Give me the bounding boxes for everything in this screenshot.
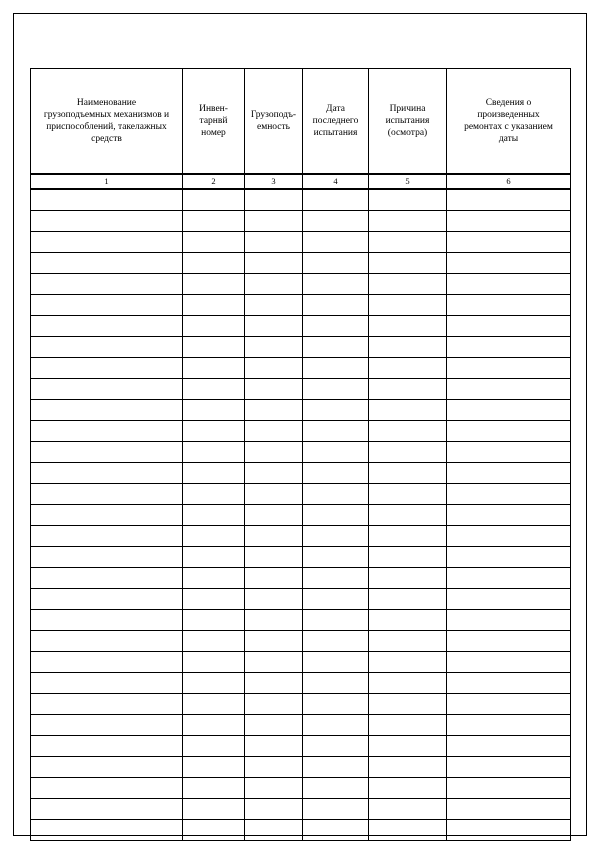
table-cell[interactable] bbox=[31, 610, 183, 631]
table-cell[interactable] bbox=[183, 799, 245, 820]
table-cell[interactable] bbox=[303, 715, 369, 736]
table-cell[interactable] bbox=[447, 400, 571, 421]
column-number: 1 bbox=[31, 174, 183, 189]
table-cell[interactable] bbox=[369, 673, 447, 694]
table-row bbox=[31, 547, 571, 568]
table-cell[interactable] bbox=[31, 568, 183, 589]
table-cell[interactable] bbox=[31, 673, 183, 694]
table-cell[interactable] bbox=[31, 232, 183, 253]
table-cell[interactable] bbox=[303, 337, 369, 358]
table-cell[interactable] bbox=[245, 820, 303, 841]
table-cell[interactable] bbox=[369, 589, 447, 610]
table-row bbox=[31, 589, 571, 610]
table-cell[interactable] bbox=[447, 379, 571, 400]
table-cell[interactable] bbox=[369, 505, 447, 526]
table-cell[interactable] bbox=[369, 463, 447, 484]
table-row bbox=[31, 232, 571, 253]
table-cell[interactable] bbox=[31, 274, 183, 295]
table-cell[interactable] bbox=[183, 316, 245, 337]
table-cell[interactable] bbox=[369, 400, 447, 421]
header-line: испытания bbox=[385, 115, 430, 126]
table-cell[interactable] bbox=[245, 736, 303, 757]
table-cell[interactable] bbox=[31, 253, 183, 274]
table-cell[interactable] bbox=[31, 631, 183, 652]
table-cell[interactable] bbox=[369, 232, 447, 253]
table-cell[interactable] bbox=[303, 568, 369, 589]
table-cell[interactable] bbox=[245, 505, 303, 526]
table-cell[interactable] bbox=[303, 589, 369, 610]
table-cell[interactable] bbox=[369, 337, 447, 358]
table-cell[interactable] bbox=[31, 442, 183, 463]
table-cell[interactable] bbox=[183, 484, 245, 505]
table-row bbox=[31, 295, 571, 316]
table-cell[interactable] bbox=[303, 652, 369, 673]
table-cell[interactable] bbox=[369, 799, 447, 820]
table-cell[interactable] bbox=[369, 358, 447, 379]
table-row bbox=[31, 358, 571, 379]
column-header-name bbox=[31, 69, 183, 175]
table-cell[interactable] bbox=[447, 715, 571, 736]
table-cell[interactable] bbox=[447, 547, 571, 568]
header-line: средств bbox=[91, 134, 122, 145]
table-cell[interactable] bbox=[245, 337, 303, 358]
table-cell[interactable] bbox=[303, 505, 369, 526]
table-cell[interactable] bbox=[245, 673, 303, 694]
table-row bbox=[31, 379, 571, 400]
table-cell[interactable] bbox=[369, 694, 447, 715]
table-row bbox=[31, 484, 571, 505]
table-cell[interactable] bbox=[303, 421, 369, 442]
table-cell[interactable] bbox=[303, 463, 369, 484]
column-header-repairs-info bbox=[447, 69, 571, 175]
table-cell[interactable] bbox=[369, 610, 447, 631]
table-cell[interactable] bbox=[183, 253, 245, 274]
table-cell[interactable] bbox=[31, 295, 183, 316]
table-cell[interactable] bbox=[447, 505, 571, 526]
table-row bbox=[31, 568, 571, 589]
table-cell[interactable] bbox=[447, 189, 571, 211]
column-header-inventory-number bbox=[183, 69, 245, 175]
table-cell[interactable] bbox=[183, 694, 245, 715]
table-cell[interactable] bbox=[183, 232, 245, 253]
table-cell[interactable] bbox=[31, 694, 183, 715]
table-cell[interactable] bbox=[303, 379, 369, 400]
table-body bbox=[31, 189, 571, 841]
table-cell[interactable] bbox=[245, 631, 303, 652]
header-line: приспособлений, такелажных bbox=[46, 122, 167, 132]
column-header-capacity bbox=[245, 69, 303, 175]
table-cell[interactable] bbox=[183, 463, 245, 484]
table-cell[interactable] bbox=[183, 757, 245, 778]
table-cell[interactable] bbox=[303, 610, 369, 631]
header-line: Инвен- bbox=[199, 103, 228, 114]
table-cell[interactable] bbox=[303, 442, 369, 463]
table-row bbox=[31, 400, 571, 421]
table-cell[interactable] bbox=[245, 211, 303, 232]
table-cell[interactable] bbox=[183, 715, 245, 736]
table-cell[interactable] bbox=[31, 358, 183, 379]
table-cell[interactable] bbox=[303, 631, 369, 652]
header-line: Сведения о bbox=[485, 97, 532, 108]
table-cell[interactable] bbox=[183, 631, 245, 652]
table-cell[interactable] bbox=[245, 295, 303, 316]
table-cell[interactable] bbox=[447, 442, 571, 463]
table-cell[interactable] bbox=[369, 736, 447, 757]
table-cell[interactable] bbox=[447, 820, 571, 841]
table-cell[interactable] bbox=[31, 400, 183, 421]
table-cell[interactable] bbox=[31, 715, 183, 736]
header-line: Грузоподъ- bbox=[250, 109, 297, 120]
table-cell[interactable] bbox=[31, 337, 183, 358]
table-cell[interactable] bbox=[245, 232, 303, 253]
table-cell[interactable] bbox=[31, 379, 183, 400]
table-cell[interactable] bbox=[303, 526, 369, 547]
table-cell[interactable] bbox=[369, 778, 447, 799]
table-cell[interactable] bbox=[183, 673, 245, 694]
header-line: даты bbox=[498, 134, 519, 145]
table-cell[interactable] bbox=[183, 652, 245, 673]
table-cell[interactable] bbox=[183, 442, 245, 463]
table-row bbox=[31, 463, 571, 484]
table-cell[interactable] bbox=[447, 526, 571, 547]
header-line: последнего bbox=[312, 115, 359, 126]
table-cell[interactable] bbox=[447, 589, 571, 610]
table-row bbox=[31, 316, 571, 337]
table-cell[interactable] bbox=[245, 484, 303, 505]
table-cell[interactable] bbox=[447, 757, 571, 778]
table-cell[interactable] bbox=[369, 274, 447, 295]
table-cell[interactable] bbox=[183, 610, 245, 631]
table-cell[interactable] bbox=[369, 631, 447, 652]
table-cell[interactable] bbox=[245, 799, 303, 820]
table-cell[interactable] bbox=[31, 484, 183, 505]
table-cell[interactable] bbox=[183, 211, 245, 232]
table-row bbox=[31, 442, 571, 463]
column-number: 2 bbox=[183, 174, 245, 189]
table-cell[interactable] bbox=[183, 589, 245, 610]
table-cell[interactable] bbox=[303, 799, 369, 820]
table-cell[interactable] bbox=[245, 652, 303, 673]
table-row bbox=[31, 631, 571, 652]
table-cell[interactable] bbox=[303, 253, 369, 274]
table-cell[interactable] bbox=[245, 715, 303, 736]
table-row bbox=[31, 274, 571, 295]
table-cell[interactable] bbox=[31, 463, 183, 484]
table-cell[interactable] bbox=[369, 715, 447, 736]
table-cell[interactable] bbox=[369, 295, 447, 316]
table-cell[interactable] bbox=[303, 778, 369, 799]
table-cell[interactable] bbox=[245, 589, 303, 610]
header-line: Причина bbox=[389, 103, 426, 114]
table-cell[interactable] bbox=[31, 505, 183, 526]
table-cell[interactable] bbox=[447, 463, 571, 484]
header-line: Наименование bbox=[76, 97, 137, 108]
table-cell[interactable] bbox=[447, 652, 571, 673]
column-header-test-reason bbox=[369, 69, 447, 175]
table-cell[interactable] bbox=[369, 421, 447, 442]
table-cell[interactable] bbox=[183, 337, 245, 358]
table-cell[interactable] bbox=[31, 316, 183, 337]
table-cell[interactable] bbox=[447, 211, 571, 232]
table-cell[interactable] bbox=[245, 778, 303, 799]
table-cell[interactable] bbox=[31, 820, 183, 841]
table-cell[interactable] bbox=[447, 358, 571, 379]
table-row bbox=[31, 799, 571, 820]
header-line: (осмотра) bbox=[387, 128, 428, 139]
table-row bbox=[31, 189, 571, 211]
column-number-row bbox=[31, 174, 571, 189]
table-cell[interactable] bbox=[447, 568, 571, 589]
table-cell[interactable] bbox=[447, 484, 571, 505]
table-cell[interactable] bbox=[183, 295, 245, 316]
table-cell[interactable] bbox=[245, 379, 303, 400]
header-line: номер bbox=[201, 128, 226, 139]
table-cell[interactable] bbox=[183, 778, 245, 799]
table-cell[interactable] bbox=[303, 189, 369, 211]
header-line: емность bbox=[257, 122, 290, 132]
table-cell[interactable] bbox=[183, 189, 245, 211]
header-line: испытания bbox=[313, 128, 358, 139]
table-cell[interactable] bbox=[245, 400, 303, 421]
header-row bbox=[31, 69, 571, 175]
table-cell[interactable] bbox=[31, 526, 183, 547]
table-cell[interactable] bbox=[369, 189, 447, 211]
table-cell[interactable] bbox=[303, 736, 369, 757]
table-cell[interactable] bbox=[447, 778, 571, 799]
column-number: 4 bbox=[303, 174, 369, 189]
table-row bbox=[31, 715, 571, 736]
table-cell[interactable] bbox=[303, 757, 369, 778]
table-cell[interactable] bbox=[447, 694, 571, 715]
table-cell[interactable] bbox=[245, 442, 303, 463]
table-row bbox=[31, 673, 571, 694]
table-cell[interactable] bbox=[447, 295, 571, 316]
table-row bbox=[31, 736, 571, 757]
register-table bbox=[30, 68, 571, 841]
table-cell[interactable] bbox=[447, 799, 571, 820]
table-cell[interactable] bbox=[183, 421, 245, 442]
table-cell[interactable] bbox=[303, 274, 369, 295]
table-cell[interactable] bbox=[447, 610, 571, 631]
table-cell[interactable] bbox=[31, 757, 183, 778]
table-cell[interactable] bbox=[303, 673, 369, 694]
table-cell[interactable] bbox=[245, 568, 303, 589]
table-cell[interactable] bbox=[303, 232, 369, 253]
table-cell[interactable] bbox=[447, 631, 571, 652]
table-cell[interactable] bbox=[447, 337, 571, 358]
table-cell[interactable] bbox=[303, 358, 369, 379]
table-cell[interactable] bbox=[369, 211, 447, 232]
header-line: грузоподъемных механизмов и bbox=[43, 109, 170, 120]
table-cell[interactable] bbox=[183, 820, 245, 841]
table-cell[interactable] bbox=[31, 589, 183, 610]
table-cell[interactable] bbox=[183, 568, 245, 589]
table-row bbox=[31, 694, 571, 715]
header-line: тарнвй bbox=[199, 115, 228, 126]
table-cell[interactable] bbox=[447, 421, 571, 442]
table-row bbox=[31, 526, 571, 547]
table-cell[interactable] bbox=[369, 526, 447, 547]
table-cell[interactable] bbox=[183, 736, 245, 757]
table-cell[interactable] bbox=[245, 316, 303, 337]
column-number: 6 bbox=[447, 174, 571, 189]
column-number: 3 bbox=[245, 174, 303, 189]
table-cell[interactable] bbox=[245, 253, 303, 274]
table-cell[interactable] bbox=[303, 547, 369, 568]
table-cell[interactable] bbox=[369, 484, 447, 505]
table-cell[interactable] bbox=[31, 189, 183, 211]
table-cell[interactable] bbox=[31, 778, 183, 799]
table-cell[interactable] bbox=[369, 379, 447, 400]
table-cell[interactable] bbox=[245, 547, 303, 568]
table-cell[interactable] bbox=[183, 274, 245, 295]
table-cell[interactable] bbox=[245, 189, 303, 211]
table-cell[interactable] bbox=[245, 757, 303, 778]
table-row bbox=[31, 652, 571, 673]
header-line: произведенных bbox=[477, 109, 540, 120]
table-cell[interactable] bbox=[31, 652, 183, 673]
table-cell[interactable] bbox=[245, 463, 303, 484]
table-row bbox=[31, 610, 571, 631]
table-row bbox=[31, 421, 571, 442]
table-cell[interactable] bbox=[183, 400, 245, 421]
table-row bbox=[31, 505, 571, 526]
table-cell[interactable] bbox=[369, 547, 447, 568]
table-row bbox=[31, 337, 571, 358]
table-row bbox=[31, 820, 571, 841]
table-cell[interactable] bbox=[31, 421, 183, 442]
table-cell[interactable] bbox=[447, 316, 571, 337]
table-row bbox=[31, 211, 571, 232]
register-table-wrapper bbox=[30, 68, 570, 841]
table-cell[interactable] bbox=[447, 274, 571, 295]
table-cell[interactable] bbox=[245, 526, 303, 547]
table-cell[interactable] bbox=[303, 295, 369, 316]
table-cell[interactable] bbox=[245, 358, 303, 379]
table-cell[interactable] bbox=[303, 400, 369, 421]
table-cell[interactable] bbox=[245, 610, 303, 631]
table-cell[interactable] bbox=[183, 505, 245, 526]
table-cell[interactable] bbox=[303, 484, 369, 505]
table-cell[interactable] bbox=[369, 820, 447, 841]
table-cell[interactable] bbox=[369, 253, 447, 274]
table-cell[interactable] bbox=[31, 211, 183, 232]
table-cell[interactable] bbox=[369, 442, 447, 463]
table-cell[interactable] bbox=[303, 694, 369, 715]
table-cell[interactable] bbox=[245, 274, 303, 295]
table-cell[interactable] bbox=[245, 421, 303, 442]
table-cell[interactable] bbox=[303, 211, 369, 232]
table-row bbox=[31, 757, 571, 778]
table-cell[interactable] bbox=[31, 547, 183, 568]
table-cell[interactable] bbox=[31, 736, 183, 757]
column-number: 5 bbox=[369, 174, 447, 189]
column-header-last-test-date bbox=[303, 69, 369, 175]
table-cell[interactable] bbox=[183, 547, 245, 568]
table-cell[interactable] bbox=[447, 253, 571, 274]
table-cell[interactable] bbox=[245, 694, 303, 715]
table-cell[interactable] bbox=[447, 736, 571, 757]
table-cell[interactable] bbox=[303, 316, 369, 337]
header-line: ремонтах с указанием bbox=[464, 122, 553, 132]
table-cell[interactable] bbox=[369, 757, 447, 778]
table-cell[interactable] bbox=[369, 568, 447, 589]
table-cell[interactable] bbox=[369, 652, 447, 673]
header-line: Дата bbox=[326, 103, 345, 114]
table-cell[interactable] bbox=[447, 673, 571, 694]
table-cell[interactable] bbox=[183, 379, 245, 400]
table-cell[interactable] bbox=[183, 526, 245, 547]
table-cell[interactable] bbox=[31, 799, 183, 820]
table-row bbox=[31, 253, 571, 274]
table-cell[interactable] bbox=[183, 358, 245, 379]
table-cell[interactable] bbox=[303, 820, 369, 841]
table-header bbox=[31, 69, 571, 190]
table-row bbox=[31, 778, 571, 799]
table-cell[interactable] bbox=[369, 316, 447, 337]
table-cell[interactable] bbox=[447, 232, 571, 253]
